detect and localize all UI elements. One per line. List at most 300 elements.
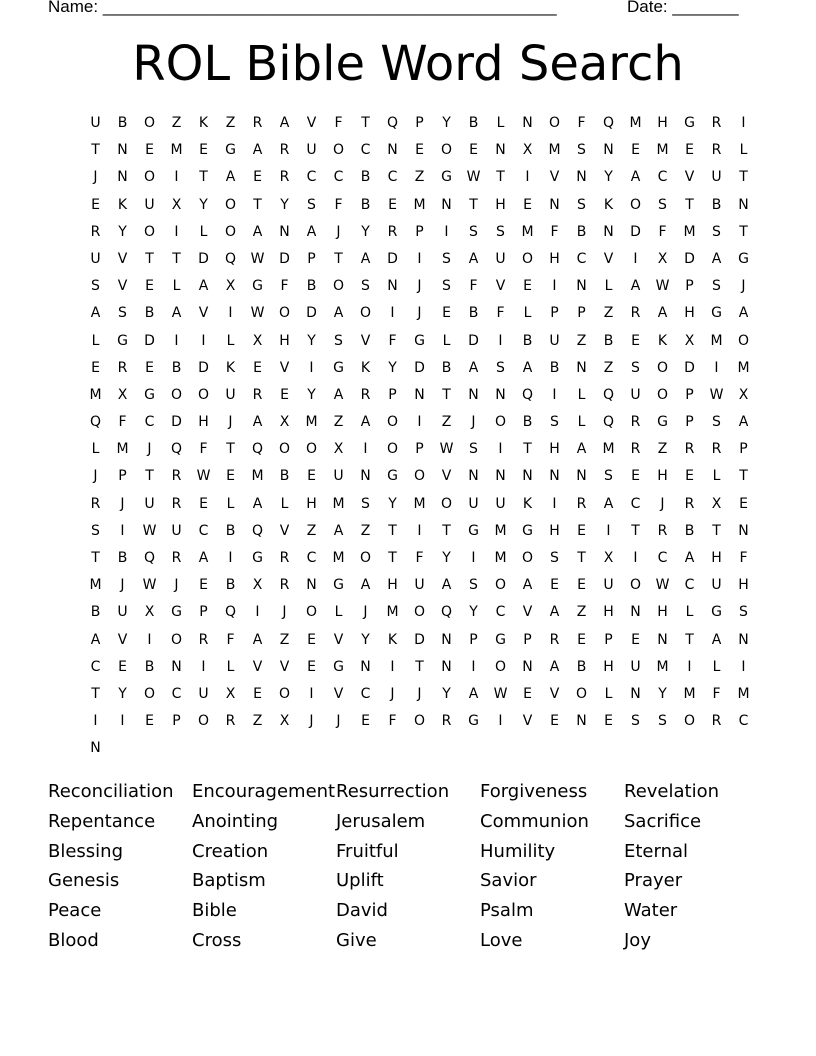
grid-letter[interactable]: U — [711, 169, 722, 186]
grid-letter[interactable]: A — [306, 223, 317, 240]
grid-letter[interactable]: A — [252, 414, 263, 431]
grid-letter[interactable]: Z — [306, 522, 317, 539]
grid-letter[interactable]: A — [252, 495, 263, 512]
grid-letter[interactable]: Z — [171, 115, 182, 131]
grid-letter[interactable]: I — [633, 250, 638, 267]
grid-letter[interactable]: H — [684, 305, 695, 322]
grid-letter[interactable]: T — [712, 522, 721, 539]
grid-letter[interactable]: O — [494, 577, 507, 594]
grid-letter[interactable]: E — [631, 142, 640, 159]
grid-letter[interactable]: M — [332, 495, 345, 512]
grid-letter[interactable]: T — [442, 522, 451, 539]
grid-letter[interactable]: O — [386, 441, 399, 458]
grid-letter[interactable]: E — [415, 142, 424, 159]
grid-letter[interactable]: N — [90, 740, 101, 757]
grid-letter[interactable]: H — [279, 332, 290, 349]
grid-letter[interactable]: S — [577, 142, 586, 159]
grid-letter[interactable]: I — [498, 713, 503, 730]
grid-letter[interactable]: R — [711, 115, 722, 131]
grid-letter[interactable]: D — [144, 332, 155, 349]
grid-letter[interactable]: N — [738, 631, 749, 648]
grid-letter[interactable]: P — [685, 278, 694, 295]
grid-letter[interactable]: B — [360, 169, 371, 186]
grid-letter[interactable]: H — [306, 495, 317, 512]
grid-letter[interactable]: A — [198, 278, 209, 295]
grid-letter[interactable]: U — [198, 685, 209, 702]
grid-letter[interactable]: T — [91, 142, 100, 159]
grid-letter[interactable]: M — [737, 685, 750, 702]
grid-letter[interactable]: H — [657, 604, 668, 621]
grid-letter[interactable]: S — [631, 713, 640, 730]
grid-letter[interactable]: F — [334, 115, 343, 131]
grid-letter[interactable]: B — [684, 522, 695, 539]
grid-letter[interactable]: U — [414, 577, 425, 594]
grid-letter[interactable]: D — [171, 414, 182, 431]
grid-letter[interactable]: R — [279, 142, 290, 159]
grid-letter[interactable]: O — [629, 577, 642, 594]
grid-letter[interactable]: I — [552, 495, 557, 512]
grid-letter[interactable]: R — [279, 169, 290, 186]
grid-letter[interactable]: S — [442, 250, 451, 267]
grid-letter[interactable]: V — [117, 250, 128, 267]
grid-letter[interactable]: Z — [360, 522, 371, 539]
grid-letter[interactable]: Y — [469, 604, 478, 621]
grid-letter[interactable]: A — [684, 550, 695, 566]
grid-letter[interactable]: I — [228, 305, 233, 322]
grid-letter[interactable]: G — [144, 386, 155, 403]
grid-letter[interactable]: I — [201, 658, 206, 675]
grid-letter[interactable]: Z — [414, 169, 425, 186]
grid-letter[interactable]: W — [493, 685, 508, 702]
grid-letter[interactable]: R — [90, 495, 101, 512]
grid-letter[interactable]: E — [118, 658, 127, 675]
grid-letter[interactable]: I — [498, 441, 503, 458]
grid-letter[interactable]: D — [306, 305, 317, 322]
grid-letter[interactable]: L — [226, 658, 235, 675]
grid-letter[interactable]: T — [388, 522, 397, 539]
grid-letter[interactable]: I — [120, 522, 125, 539]
grid-letter[interactable]: E — [145, 359, 154, 376]
grid-letter[interactable]: S — [658, 196, 667, 213]
grid-letter[interactable]: O — [575, 685, 588, 702]
grid-letter[interactable]: M — [602, 441, 615, 458]
grid-letter[interactable]: A — [360, 577, 371, 594]
grid-letter[interactable]: R — [630, 414, 641, 431]
grid-letter[interactable]: E — [91, 359, 100, 376]
grid-letter[interactable]: M — [305, 414, 318, 431]
grid-letter[interactable]: E — [307, 658, 316, 675]
grid-letter[interactable]: T — [253, 196, 262, 213]
grid-letter[interactable]: M — [656, 142, 669, 159]
grid-letter[interactable]: G — [522, 522, 533, 539]
grid-letter[interactable]: R — [549, 631, 560, 648]
grid-letter[interactable]: O — [305, 604, 318, 621]
grid-letter[interactable]: V — [549, 169, 560, 186]
grid-letter[interactable]: R — [630, 305, 641, 322]
grid-letter[interactable]: S — [118, 305, 127, 322]
grid-letter[interactable]: C — [90, 658, 101, 675]
grid-letter[interactable]: S — [361, 495, 370, 512]
grid-letter[interactable]: P — [577, 305, 586, 322]
grid-letter[interactable]: D — [387, 250, 398, 267]
grid-letter[interactable]: R — [90, 223, 101, 240]
grid-letter[interactable]: A — [711, 631, 722, 648]
grid-letter[interactable]: Z — [225, 115, 236, 131]
grid-letter[interactable]: E — [307, 631, 316, 648]
grid-letter[interactable]: S — [442, 278, 451, 295]
grid-letter[interactable]: R — [252, 386, 263, 403]
grid-letter[interactable]: T — [685, 196, 694, 213]
grid-letter[interactable]: A — [90, 305, 101, 322]
grid-letter[interactable]: N — [306, 577, 317, 594]
grid-letter[interactable]: E — [631, 468, 640, 485]
grid-letter[interactable]: Y — [118, 223, 127, 240]
grid-letter[interactable]: T — [523, 441, 532, 458]
grid-letter[interactable]: K — [225, 359, 236, 376]
grid-letter[interactable]: E — [685, 142, 694, 159]
grid-letter[interactable]: Q — [170, 441, 183, 458]
grid-letter[interactable]: O — [170, 631, 183, 648]
grid-letter[interactable]: L — [712, 658, 721, 675]
grid-letter[interactable]: Y — [658, 685, 667, 702]
grid-letter[interactable]: I — [606, 522, 611, 539]
grid-letter[interactable]: T — [685, 631, 694, 648]
grid-letter[interactable]: X — [117, 386, 128, 403]
grid-letter[interactable]: J — [741, 278, 746, 295]
grid-letter[interactable]: E — [523, 196, 532, 213]
grid-letter[interactable]: J — [336, 223, 341, 240]
grid-letter[interactable]: Q — [89, 414, 102, 431]
grid-letter[interactable]: G — [171, 604, 182, 621]
grid-letter[interactable]: B — [711, 196, 722, 213]
grid-letter[interactable]: E — [199, 142, 208, 159]
grid-letter[interactable]: V — [495, 278, 506, 295]
grid-letter[interactable]: O — [332, 278, 345, 295]
grid-letter[interactable]: S — [496, 223, 505, 240]
grid-letter[interactable]: W — [250, 305, 265, 322]
grid-letter[interactable]: I — [228, 550, 233, 566]
grid-letter[interactable]: L — [685, 604, 694, 621]
grid-letter[interactable]: C — [144, 414, 155, 431]
grid-letter[interactable]: D — [198, 250, 209, 267]
grid-letter[interactable]: A — [333, 386, 344, 403]
grid-letter[interactable]: S — [496, 359, 505, 376]
grid-letter[interactable]: U — [117, 604, 128, 621]
grid-letter[interactable]: O — [305, 441, 318, 458]
grid-letter[interactable]: F — [658, 223, 667, 240]
grid-letter[interactable]: P — [523, 631, 532, 648]
grid-letter[interactable]: G — [441, 169, 452, 186]
grid-letter[interactable]: E — [253, 359, 262, 376]
grid-letter[interactable]: A — [360, 414, 371, 431]
grid-letter[interactable]: I — [255, 604, 260, 621]
grid-letter[interactable]: J — [336, 713, 341, 730]
grid-letter[interactable]: T — [334, 250, 343, 267]
grid-letter[interactable]: E — [226, 468, 235, 485]
grid-letter[interactable]: V — [603, 250, 614, 267]
grid-letter[interactable]: O — [359, 550, 372, 566]
grid-letter[interactable]: V — [522, 713, 533, 730]
grid-letter[interactable]: L — [91, 441, 100, 458]
grid-letter[interactable]: M — [170, 142, 183, 159]
grid-letter[interactable]: O — [143, 685, 156, 702]
name-blank-line[interactable]: ________________________________________________ — [102, 0, 557, 16]
grid-letter[interactable]: P — [415, 223, 424, 240]
grid-letter[interactable]: L — [604, 278, 613, 295]
grid-letter[interactable]: O — [656, 386, 669, 403]
grid-letter[interactable]: S — [361, 278, 370, 295]
grid-letter[interactable]: I — [309, 685, 314, 702]
grid-letter[interactable]: V — [117, 631, 128, 648]
grid-letter[interactable]: K — [522, 495, 533, 512]
grid-letter[interactable]: Y — [361, 223, 370, 240]
grid-letter[interactable]: N — [522, 115, 533, 131]
grid-letter[interactable]: A — [360, 250, 371, 267]
grid-letter[interactable]: P — [604, 631, 613, 648]
grid-letter[interactable]: O — [683, 713, 696, 730]
grid-letter[interactable]: V — [684, 169, 695, 186]
grid-letter[interactable]: J — [228, 414, 233, 431]
grid-letter[interactable]: B — [90, 604, 101, 621]
grid-letter[interactable]: E — [550, 577, 559, 594]
grid-letter[interactable]: R — [360, 386, 371, 403]
grid-letter[interactable]: O — [224, 223, 237, 240]
grid-letter[interactable]: Z — [603, 305, 614, 322]
grid-letter[interactable]: G — [711, 604, 722, 621]
grid-letter[interactable]: C — [738, 713, 749, 730]
grid-letter[interactable]: A — [252, 631, 263, 648]
grid-letter[interactable]: E — [388, 196, 397, 213]
grid-letter[interactable]: N — [495, 468, 506, 485]
grid-letter[interactable]: D — [414, 631, 425, 648]
grid-letter[interactable]: E — [280, 386, 289, 403]
grid-letter[interactable]: E — [253, 685, 262, 702]
grid-letter[interactable]: L — [523, 305, 532, 322]
grid-letter[interactable]: Q — [602, 414, 615, 431]
grid-letter[interactable]: N — [603, 142, 614, 159]
grid-letter[interactable]: Z — [252, 713, 263, 730]
grid-letter[interactable]: V — [306, 115, 317, 131]
grid-letter[interactable]: N — [387, 142, 398, 159]
grid-letter[interactable]: N — [576, 713, 587, 730]
grid-letter[interactable]: A — [468, 359, 479, 376]
grid-letter[interactable]: F — [712, 685, 721, 702]
grid-letter[interactable]: L — [334, 604, 343, 621]
grid-letter[interactable]: O — [548, 115, 561, 131]
grid-letter[interactable]: P — [469, 631, 478, 648]
grid-letter[interactable]: N — [603, 223, 614, 240]
grid-letter[interactable]: W — [439, 441, 454, 458]
grid-letter[interactable]: N — [441, 658, 452, 675]
grid-letter[interactable]: Y — [442, 685, 451, 702]
grid-letter[interactable]: I — [525, 169, 530, 186]
grid-letter[interactable]: Y — [442, 550, 451, 566]
grid-letter[interactable]: S — [469, 577, 478, 594]
grid-letter[interactable]: W — [250, 250, 265, 267]
grid-letter[interactable]: T — [361, 115, 370, 131]
grid-letter[interactable]: R — [711, 441, 722, 458]
grid-letter[interactable]: N — [495, 142, 506, 159]
grid-letter[interactable]: O — [413, 468, 426, 485]
grid-letter[interactable]: K — [603, 196, 614, 213]
grid-letter[interactable]: T — [442, 386, 451, 403]
grid-letter[interactable]: O — [197, 713, 210, 730]
grid-letter[interactable]: V — [279, 359, 290, 376]
grid-letter[interactable]: N — [468, 468, 479, 485]
grid-letter[interactable]: U — [306, 142, 317, 159]
grid-letter[interactable]: F — [118, 414, 127, 431]
grid-letter[interactable]: C — [333, 169, 344, 186]
grid-letter[interactable]: T — [469, 196, 478, 213]
grid-letter[interactable]: P — [199, 604, 208, 621]
grid-letter[interactable]: X — [684, 332, 695, 349]
grid-letter[interactable]: J — [93, 169, 98, 186]
grid-letter[interactable]: E — [739, 495, 748, 512]
grid-letter[interactable]: X — [252, 577, 263, 594]
grid-letter[interactable]: H — [738, 577, 749, 594]
grid-letter[interactable]: I — [201, 332, 206, 349]
grid-letter[interactable]: Q — [251, 522, 264, 539]
grid-letter[interactable]: Q — [143, 550, 156, 566]
grid-letter[interactable]: N — [387, 278, 398, 295]
grid-letter[interactable]: E — [685, 468, 694, 485]
grid-letter[interactable]: A — [198, 550, 209, 566]
grid-letter[interactable]: F — [226, 631, 235, 648]
grid-letter[interactable]: Q — [602, 115, 615, 131]
grid-letter[interactable]: J — [660, 495, 665, 512]
grid-letter[interactable]: N — [522, 468, 533, 485]
grid-letter[interactable]: G — [117, 332, 128, 349]
grid-letter[interactable]: E — [145, 142, 154, 159]
grid-letter[interactable]: A — [630, 278, 641, 295]
grid-letter[interactable]: D — [279, 250, 290, 267]
grid-letter[interactable]: A — [576, 441, 587, 458]
grid-letter[interactable]: U — [90, 115, 101, 131]
grid-letter[interactable]: I — [633, 550, 638, 566]
grid-letter[interactable]: S — [658, 713, 667, 730]
grid-letter[interactable]: R — [387, 223, 398, 240]
grid-letter[interactable]: Y — [361, 631, 370, 648]
grid-letter[interactable]: U — [711, 577, 722, 594]
grid-letter[interactable]: M — [413, 196, 426, 213]
grid-letter[interactable]: S — [712, 414, 721, 431]
grid-letter[interactable]: R — [171, 550, 182, 566]
grid-letter[interactable]: E — [631, 332, 640, 349]
grid-letter[interactable]: A — [171, 305, 182, 322]
grid-letter[interactable]: B — [468, 305, 479, 322]
grid-letter[interactable]: U — [630, 386, 641, 403]
grid-letter[interactable]: L — [604, 685, 613, 702]
grid-letter[interactable]: L — [577, 414, 586, 431]
grid-letter[interactable]: M — [548, 142, 561, 159]
grid-letter[interactable]: O — [521, 550, 534, 566]
grid-letter[interactable]: H — [387, 577, 398, 594]
grid-letter[interactable]: R — [657, 522, 668, 539]
grid-letter[interactable]: V — [441, 468, 452, 485]
grid-letter[interactable]: O — [413, 604, 426, 621]
grid-letter[interactable]: A — [549, 604, 560, 621]
grid-letter[interactable]: A — [225, 169, 236, 186]
grid-letter[interactable]: Y — [442, 115, 451, 131]
grid-letter[interactable]: R — [171, 468, 182, 485]
grid-letter[interactable]: T — [91, 685, 100, 702]
grid-letter[interactable]: F — [334, 196, 343, 213]
grid-letter[interactable]: C — [576, 250, 587, 267]
grid-letter[interactable]: Z — [657, 441, 668, 458]
grid-letter[interactable]: J — [309, 713, 314, 730]
grid-letter[interactable]: D — [684, 359, 695, 376]
grid-letter[interactable]: I — [552, 278, 557, 295]
grid-letter[interactable]: A — [468, 250, 479, 267]
grid-letter[interactable]: C — [657, 550, 668, 566]
grid-letter[interactable]: M — [683, 223, 696, 240]
grid-letter[interactable]: M — [683, 685, 696, 702]
grid-letter[interactable]: V — [333, 685, 344, 702]
grid-letter[interactable]: X — [522, 142, 533, 159]
grid-letter[interactable]: O — [197, 386, 210, 403]
grid-letter[interactable]: R — [441, 713, 452, 730]
grid-letter[interactable]: M — [737, 359, 750, 376]
grid-letter[interactable]: S — [577, 196, 586, 213]
grid-letter[interactable]: X — [279, 713, 290, 730]
grid-letter[interactable]: N — [630, 685, 641, 702]
grid-letter[interactable]: A — [738, 414, 749, 431]
grid-letter[interactable]: Z — [441, 414, 452, 431]
grid-letter[interactable]: I — [174, 332, 179, 349]
grid-letter[interactable]: C — [360, 685, 371, 702]
grid-letter[interactable]: D — [198, 359, 209, 376]
grid-letter[interactable]: X — [603, 550, 614, 566]
grid-letter[interactable]: T — [388, 550, 397, 566]
grid-letter[interactable]: A — [630, 169, 641, 186]
grid-letter[interactable]: Z — [333, 414, 344, 431]
grid-letter[interactable]: Q — [440, 604, 453, 621]
grid-letter[interactable]: S — [91, 522, 100, 539]
grid-letter[interactable]: E — [577, 631, 586, 648]
grid-letter[interactable]: O — [656, 359, 669, 376]
grid-letter[interactable]: A — [738, 305, 749, 322]
grid-letter[interactable]: V — [333, 631, 344, 648]
grid-letter[interactable]: B — [225, 577, 236, 594]
grid-letter[interactable]: A — [657, 305, 668, 322]
grid-letter[interactable]: J — [390, 685, 395, 702]
grid-letter[interactable]: I — [147, 631, 152, 648]
grid-letter[interactable]: F — [280, 278, 289, 295]
grid-letter[interactable]: P — [685, 414, 694, 431]
grid-letter[interactable]: E — [199, 495, 208, 512]
grid-letter[interactable]: F — [496, 305, 505, 322]
grid-letter[interactable]: B — [603, 332, 614, 349]
grid-letter[interactable]: P — [307, 250, 316, 267]
grid-letter[interactable]: S — [604, 468, 613, 485]
grid-letter[interactable]: M — [521, 223, 534, 240]
grid-letter[interactable]: U — [144, 196, 155, 213]
grid-letter[interactable]: V — [522, 604, 533, 621]
grid-letter[interactable]: M — [494, 522, 507, 539]
grid-letter[interactable]: K — [387, 631, 398, 648]
grid-letter[interactable]: X — [252, 332, 263, 349]
grid-letter[interactable]: Y — [118, 685, 127, 702]
grid-letter[interactable]: S — [469, 441, 478, 458]
grid-letter[interactable]: W — [709, 386, 724, 403]
grid-letter[interactable]: M — [656, 658, 669, 675]
grid-letter[interactable]: N — [171, 658, 182, 675]
grid-letter[interactable]: N — [630, 604, 641, 621]
grid-letter[interactable]: N — [495, 386, 506, 403]
grid-letter[interactable]: S — [307, 196, 316, 213]
grid-letter[interactable]: E — [550, 713, 559, 730]
grid-letter[interactable]: H — [657, 115, 668, 131]
